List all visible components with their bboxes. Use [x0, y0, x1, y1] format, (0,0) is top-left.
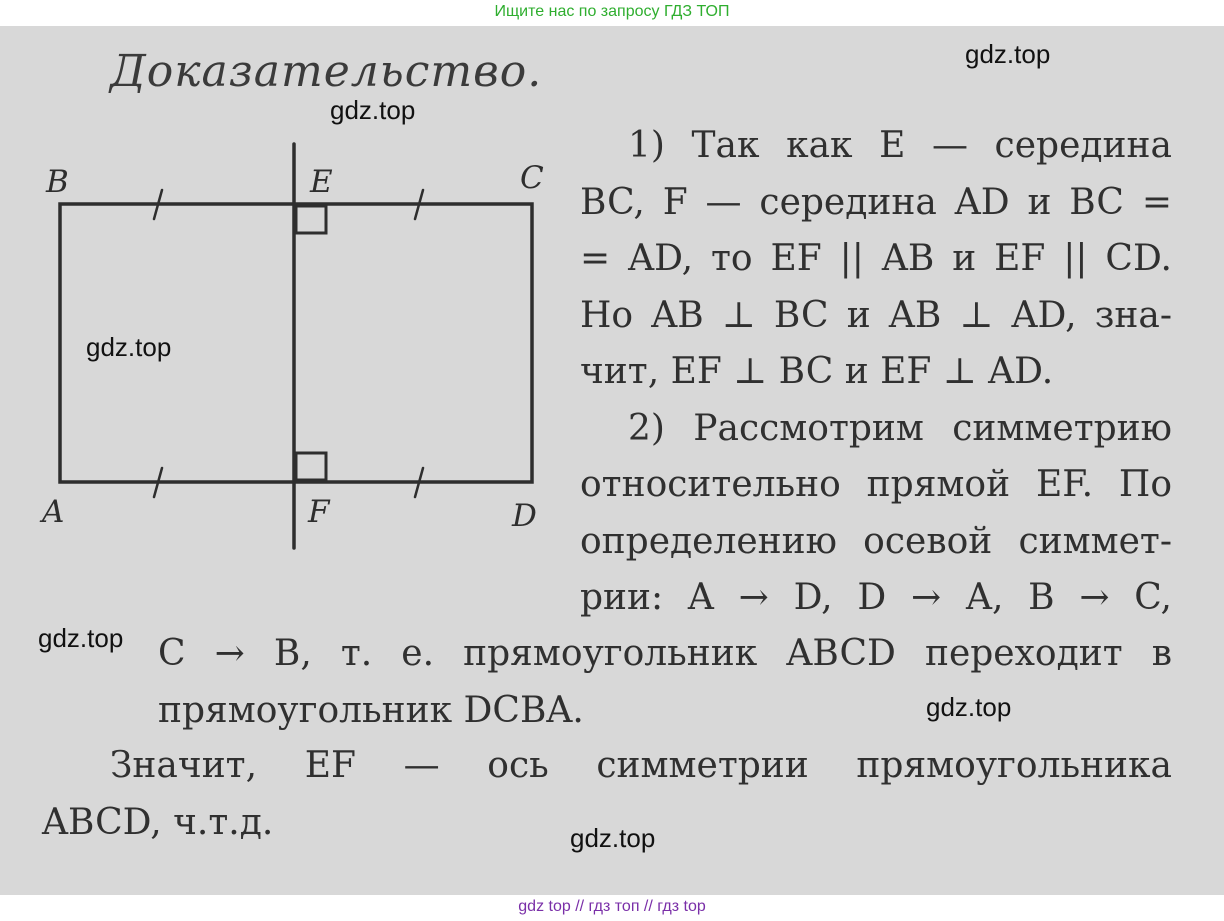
proof-line: определению осевой симмет-	[580, 520, 1172, 562]
textbook-page	[0, 26, 1224, 895]
proof-line: Но AB ⊥ BC и AB ⊥ AD, зна-	[580, 294, 1172, 336]
proof-line: BC, F — середина AD и BC =	[580, 181, 1172, 223]
watermark-text: gdz.top	[926, 692, 1012, 722]
proof-line: C → B, т. е. прямоугольник ABCD переходит в	[158, 633, 1172, 674]
top-banner[interactable]: Ищите нас по запросу ГДЗ ТОП	[0, 0, 1224, 26]
watermark-text: gdz.top	[38, 623, 124, 653]
watermark-text: gdz.top	[330, 95, 416, 125]
proof-right-column	[580, 118, 1172, 627]
proof-line: прямоугольник DCBA.	[158, 689, 584, 731]
watermark-text: gdz.top	[965, 39, 1051, 69]
proof-line: ABCD, ч.т.д.	[42, 801, 274, 843]
proof-heading: Доказательство.	[110, 46, 543, 97]
vertex-label-d: D	[512, 498, 537, 534]
vertex-label-c: C	[520, 160, 544, 196]
right-angle-mark-e	[296, 206, 326, 233]
watermark-text: gdz.top	[86, 332, 172, 362]
proof-line: = AD, то EF || AB и EF || CD.	[580, 238, 1172, 279]
proof-line: 1) Так как E — середина	[628, 125, 1172, 166]
vertex-label-a: A	[42, 494, 65, 530]
point-label-e: E	[310, 164, 333, 200]
point-label-f: F	[308, 494, 330, 530]
proof-line: рии: A → D, D → A, B → C,	[580, 577, 1172, 618]
proof-line: относительно прямой EF. По	[580, 464, 1172, 505]
proof-continued	[158, 626, 1172, 739]
vertex-label-b: B	[46, 164, 69, 200]
bottom-banner[interactable]: gdz top // гдз топ // гдз top	[0, 895, 1224, 921]
proof-line: Значит, EF — ось симметрии прямоугольника	[110, 745, 1172, 786]
watermark-text: gdz.top	[570, 823, 656, 853]
proof-line: 2) Рассмотрим симметрию	[628, 407, 1172, 449]
proof-line: чит, EF ⊥ BC и EF ⊥ AD.	[580, 351, 1054, 392]
right-angle-mark-f	[296, 453, 326, 480]
